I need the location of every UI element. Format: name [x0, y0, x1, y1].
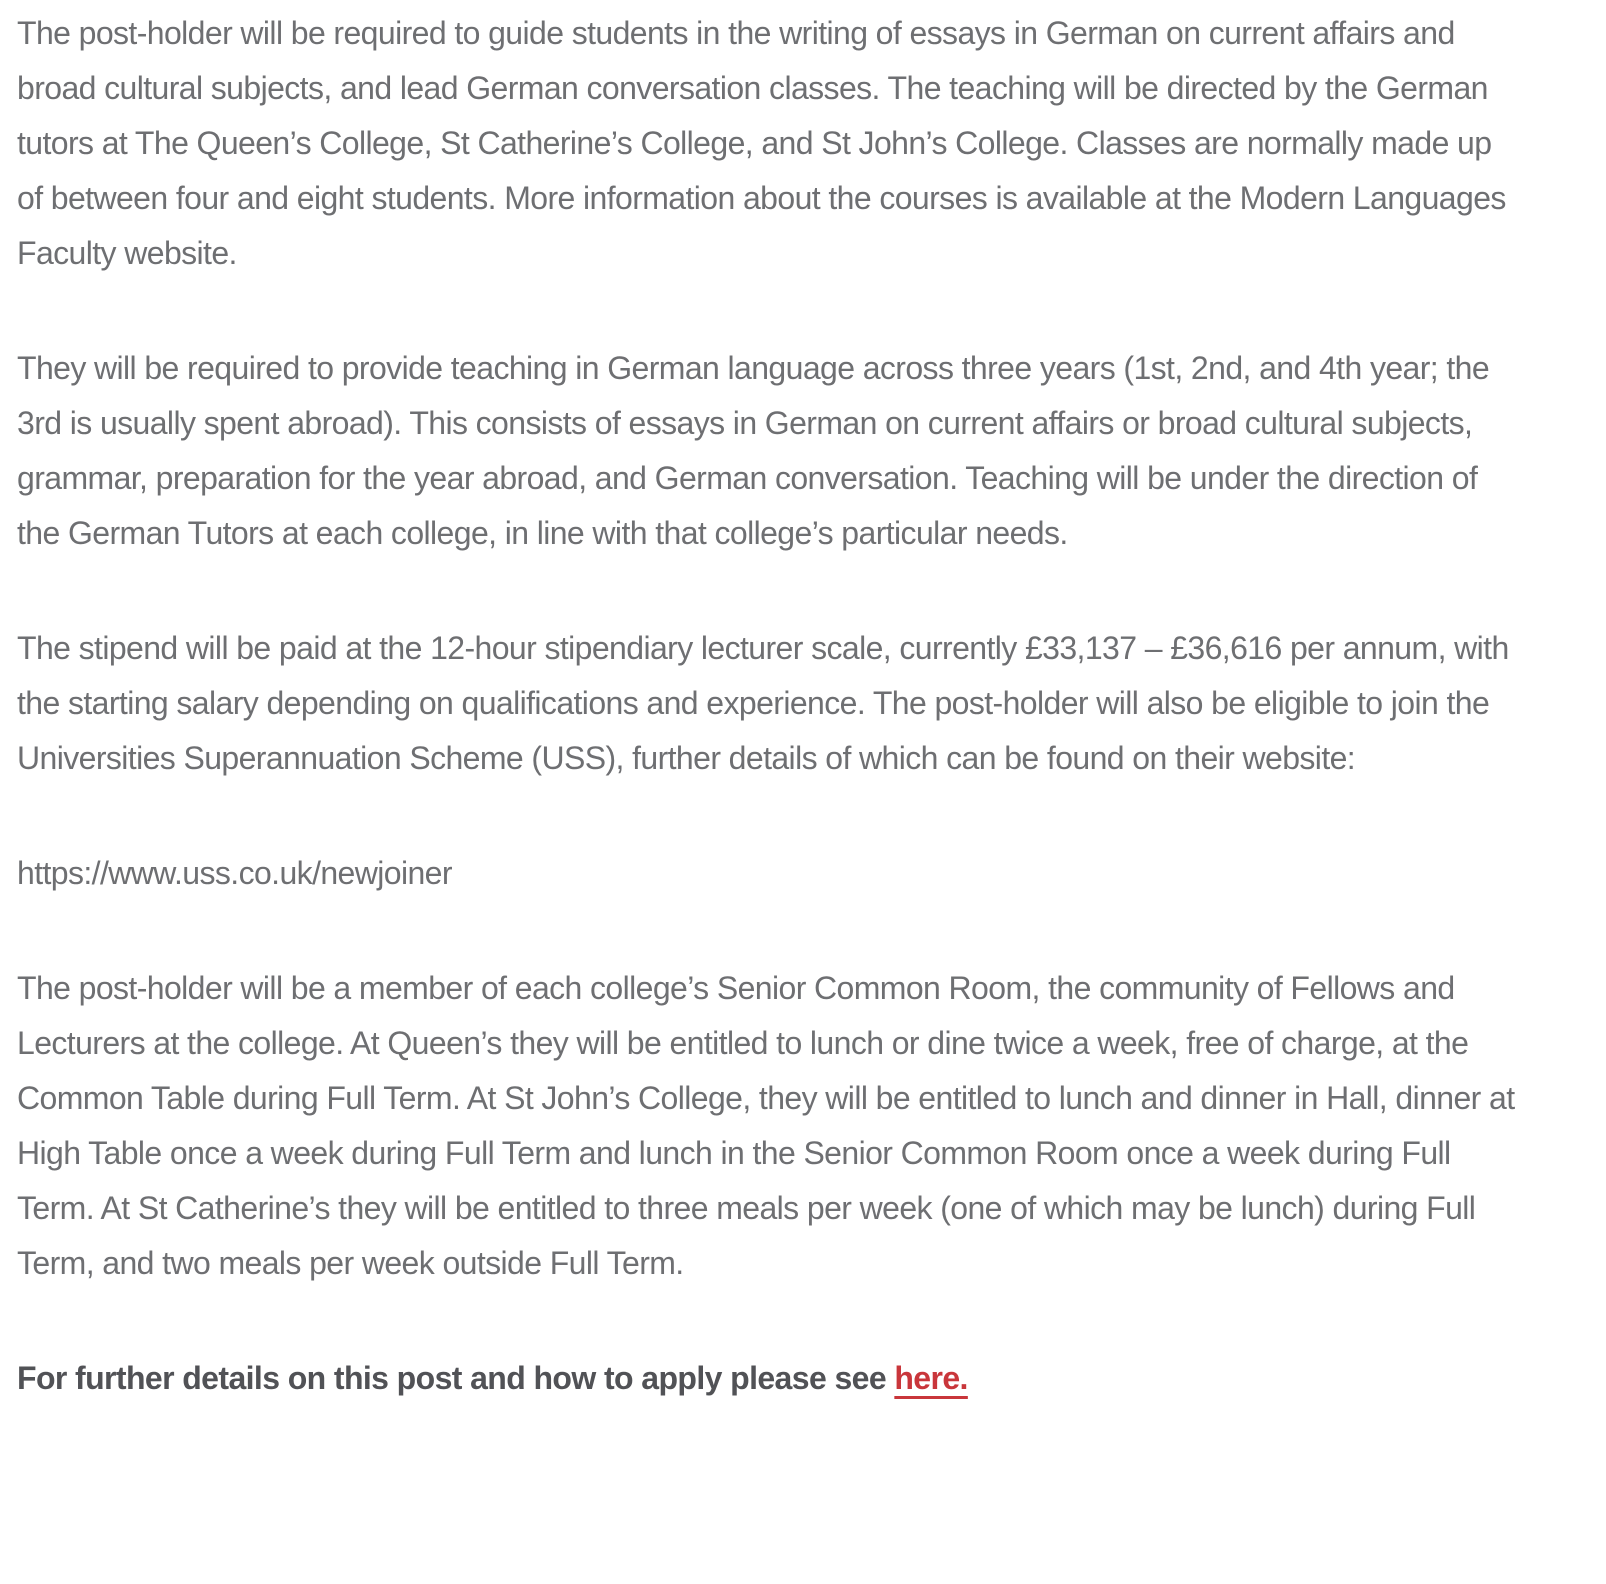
paragraph-teaching-details: They will be required to provide teaching in German language across three years (1st, 2nd, and 4th year; the 3rd is usually spent abroad). This consists of essays in German on current affairs or broad cultural subjects, grammar, preparation for the year abroad, and German conversation. Teaching will be under the direction of the German Tutors at each college, in line with that college’s particular needs. [17, 350, 1490, 551]
paragraph-common-room-benefits: The post-holder will be a member of each college’s Senior Common Room, the community of Fellows and Lecturers at the college. At Queen’s they will be entitled to lunch or dine twice a week, free of charge, at the Common Table during Full Term. At St John’s College, they will be entitled to lunch and dinner in Hall, dinner at High Table once a week during Full Term and lunch in the Senior Common Room once a week during Full Term. At St Catherine’s they will be entitled to three meals per week (one of which may be lunch) during Full Term, and two meals per week outside Full Term. [17, 970, 1515, 1281]
apply-line-text: For further details on this post and how to apply please see [17, 1360, 887, 1396]
apply-line [17, 1351, 1520, 1406]
uss-url-text: https://www.uss.co.uk/newjoiner [17, 855, 452, 891]
paragraph-stipend: The stipend will be paid at the 12-hour stipendiary lecturer scale, currently £33,137 – £36,616 per annum, with the starting salary depending on qualifications and experience. The post-holder will also be eligible to join the Universities Superannuation Scheme (USS), further details of which can be found on their website: [17, 630, 1509, 776]
apply-here-link[interactable]: here. [894, 1360, 968, 1396]
paragraph-teaching-overview: The post-holder will be required to guide students in the writing of essays in German on current affairs and broad cultural subjects, and lead German conversation classes. The teaching will be directed by the German tutors at The Queen’s College, St Catherine’s College, and St John’s College. Classes are normally made up of between four and eight students. More information about the courses is available at the Modern Languages Faculty website. [17, 15, 1506, 271]
